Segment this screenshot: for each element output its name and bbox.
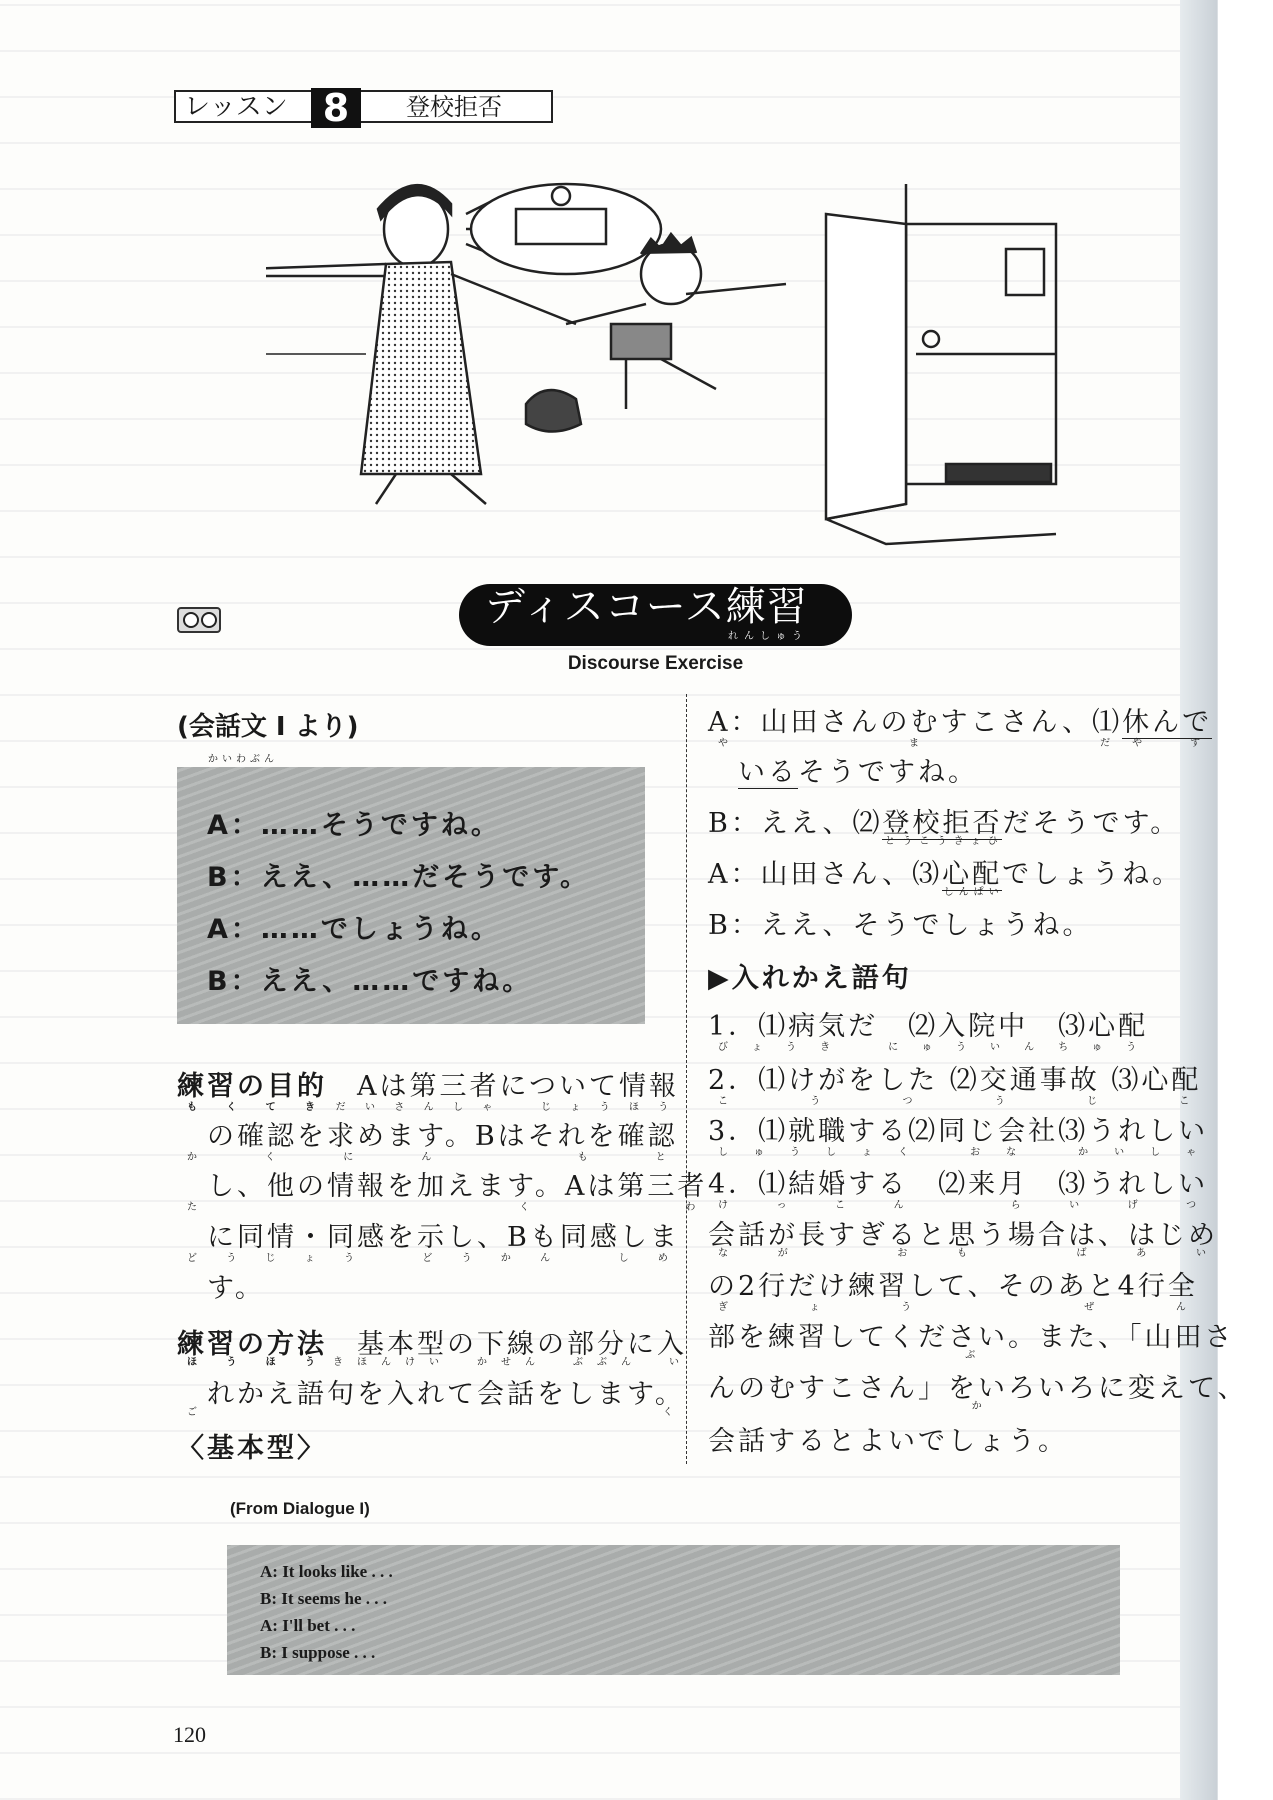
segment-text: 〈基本型〉	[177, 1433, 327, 1464]
text-line	[708, 1219, 1218, 1258]
text-line	[708, 962, 912, 996]
segment-text: いる	[738, 757, 798, 788]
furigana: けっこん らいげつ	[708, 1200, 1209, 1211]
text-segment	[177, 1121, 678, 1163]
source-label: (会話文 I より)	[177, 712, 359, 742]
text-line	[708, 1010, 1148, 1052]
lesson-number: 8	[311, 88, 361, 128]
text-segment	[177, 1379, 685, 1418]
text-line	[177, 1272, 265, 1306]
text-segment	[708, 1373, 1248, 1412]
bold-heading	[177, 1329, 327, 1368]
text-segment	[798, 757, 978, 788]
text-segment	[708, 1271, 1198, 1313]
text-line	[708, 1372, 1247, 1411]
text-line	[708, 1064, 1201, 1106]
text-line	[177, 1221, 680, 1263]
text-segment	[708, 1011, 1149, 1053]
bold-heading	[177, 1071, 327, 1113]
text-line	[708, 858, 1182, 897]
english-pattern-box	[227, 1545, 1120, 1675]
furigana: どうじょう どうかん しめ	[177, 1253, 680, 1264]
illustration-mother-pulling-boy	[266, 174, 1096, 554]
section-subtitle: Discourse Exercise	[567, 653, 744, 674]
section-title-ruby: れんしゅう	[728, 631, 808, 642]
furigana: かくにん もと	[177, 1152, 678, 1163]
furigana: ほうほう	[177, 1357, 327, 1368]
furigana: か	[708, 1401, 1248, 1412]
text-segment	[327, 1329, 687, 1368]
furigana: もくてき	[177, 1102, 327, 1113]
text-line	[177, 1070, 679, 1112]
pattern-line: B：ええ、……だそうです。	[207, 862, 591, 893]
segment-text: んのむすこさん」をいろいろに変えて、	[708, 1373, 1248, 1404]
text-segment	[708, 1322, 1235, 1361]
cassette-tape-icon	[177, 607, 221, 633]
segment-text: 4．⑴結婚する ⑵来月 ⑶うれしい	[708, 1169, 1209, 1200]
bold-heading	[177, 1433, 327, 1464]
text-line	[708, 807, 1180, 846]
english-line: A: I'll bet . . .	[260, 1616, 356, 1635]
text-segment	[882, 808, 1003, 847]
text-line	[708, 1168, 1208, 1210]
page-curl-edge	[1180, 0, 1273, 1800]
english-line: B: I suppose . . .	[260, 1643, 376, 1662]
furigana: やす	[1122, 738, 1213, 749]
lesson-header	[174, 86, 553, 130]
segment-text: 休んで	[1122, 707, 1213, 738]
segment-text: 登校拒否	[882, 808, 1003, 839]
text-line	[708, 1425, 1068, 1459]
pattern-line: A：……そうですね。	[207, 810, 501, 841]
text-segment	[942, 859, 1003, 898]
segment-text: でしょうね。	[1002, 859, 1183, 890]
segment-text: だそうです。	[1002, 808, 1181, 839]
segment-text: そうですね。	[798, 757, 978, 788]
segment-text: 会話するとよいでしょう。	[708, 1426, 1068, 1457]
segment-text: 3．⑴就職する⑵同じ会社⑶うれしい	[708, 1116, 1209, 1147]
text-segment	[738, 757, 798, 789]
english-line: B: It seems he . . .	[260, 1589, 388, 1608]
text-segment	[708, 910, 1092, 941]
text-segment	[708, 1116, 1209, 1158]
lesson-label: レッスン	[184, 92, 288, 122]
text-line	[177, 1120, 678, 1162]
segment-text: れかえ語句を入れて会話をします。	[177, 1379, 685, 1410]
furigana: こうつうじこ	[708, 1096, 1202, 1107]
text-line	[708, 1321, 1235, 1360]
english-line: A: It looks like . . .	[260, 1562, 393, 1581]
segment-text: 練習の目的	[177, 1071, 327, 1102]
text-segment	[177, 1222, 680, 1264]
furigana: だいさんしゃ じょうほう	[327, 1102, 679, 1113]
furigana: なが おも ばあい	[708, 1248, 1218, 1259]
text-segment	[327, 1071, 679, 1113]
section-title: ディスコース練習	[485, 584, 808, 630]
section-title-pill	[459, 584, 852, 646]
text-line	[177, 1170, 707, 1212]
text-line	[708, 909, 1092, 943]
text-segment	[708, 859, 942, 890]
text-segment	[708, 1169, 1209, 1211]
segment-text: に同情・同感を示し、Bも同感しま	[177, 1222, 680, 1253]
segment-text: 会話が長すぎると思う場合は、はじめ	[708, 1220, 1218, 1251]
text-line	[708, 756, 978, 790]
bold-heading	[708, 963, 912, 994]
school-thought-bubble	[471, 184, 661, 274]
segment-text: B：ええ、⑵	[708, 808, 883, 839]
text-segment	[177, 1273, 265, 1304]
segment-text: し、他の情報を加えます。Aは第三者	[177, 1171, 708, 1202]
segment-text: A：山田さん、⑶	[708, 859, 943, 890]
text-line	[177, 1378, 685, 1417]
furigana: た くわ	[177, 1202, 708, 1213]
text-line	[177, 1432, 327, 1466]
segment-text: の2行だけ練習して、そのあと4行全	[708, 1271, 1198, 1302]
text-segment	[177, 1171, 708, 1213]
furigana: やまだ	[708, 738, 1123, 749]
segment-text: B：ええ、そうでしょうね。	[708, 910, 1093, 941]
segment-text: 2．⑴けがをした ⑵交通事故 ⑶心配	[708, 1065, 1202, 1096]
segment-text: 基本型の下線の部分に入	[327, 1329, 687, 1360]
text-segment	[708, 757, 738, 788]
segment-text: Aは第三者について情報	[327, 1071, 679, 1102]
furigana: ごく	[177, 1407, 685, 1418]
text-segment	[708, 808, 882, 839]
segment-text: 部を練習してください。また、「山田さ	[708, 1322, 1235, 1353]
pattern-line: B：ええ、……ですね。	[207, 966, 533, 997]
text-line	[177, 1328, 687, 1367]
text-segment	[708, 707, 1123, 749]
text-line	[708, 706, 1212, 748]
door-drawing	[826, 184, 1056, 544]
source-ruby: かいわぶん	[208, 754, 278, 765]
text-segment	[1002, 859, 1182, 890]
lesson-title: 登校拒否	[406, 93, 502, 121]
segment-text: ▶入れかえ語句	[708, 963, 912, 994]
furigana: びょうき にゅういんちゅう	[708, 1042, 1149, 1053]
text-segment	[1122, 707, 1213, 749]
segment-text: す。	[177, 1273, 265, 1304]
english-source-label: (From Dialogue I)	[230, 1499, 370, 1518]
pattern-box	[177, 767, 645, 1024]
text-segment	[708, 1220, 1218, 1259]
segment-text: 練習の方法	[177, 1329, 327, 1360]
furigana: きほんけい かせん ぶぶん い	[327, 1357, 687, 1368]
text-segment	[1002, 808, 1180, 839]
segment-text: の確認を求めます。Bはそれを確認	[177, 1121, 678, 1152]
pattern-line: A：……でしょうね。	[207, 914, 501, 945]
furigana: ぎょう ぜん	[708, 1302, 1198, 1313]
page-number: 120	[173, 1722, 206, 1747]
segment-text: A：山田さんのむすこさん、⑴	[708, 707, 1123, 738]
furigana: しゅうしょく おな かいしゃ	[708, 1147, 1209, 1158]
segment-text	[708, 757, 738, 788]
furigana: とうこうきょひ	[882, 836, 1003, 847]
text-segment	[708, 1065, 1202, 1107]
text-line	[708, 1270, 1198, 1312]
segment-text: 心配	[942, 859, 1003, 890]
text-segment	[708, 1426, 1068, 1457]
furigana: しんぱい	[942, 887, 1003, 898]
furigana: ぶ	[708, 1350, 1235, 1361]
text-line	[708, 1115, 1208, 1157]
segment-text: 1．⑴病気だ ⑵入院中 ⑶心配	[708, 1011, 1149, 1042]
